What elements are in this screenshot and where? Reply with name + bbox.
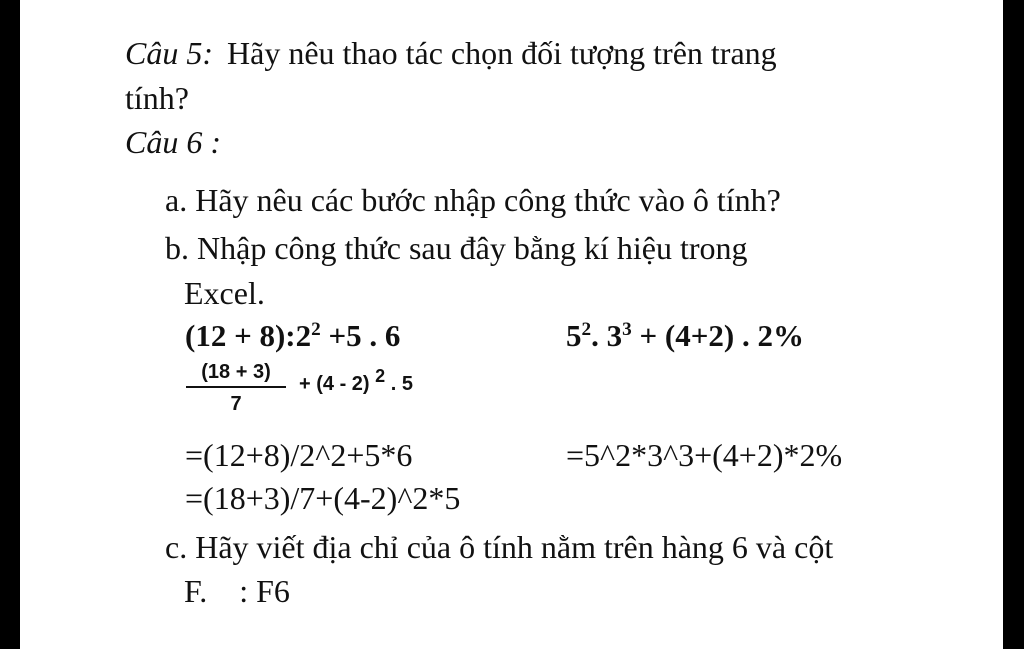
answer-3: =(18+3)/7+(4-2)^2*5: [185, 480, 461, 516]
formula-3-exponent: 2: [375, 365, 386, 386]
item-b-line2: Excel.: [184, 275, 265, 311]
question-6-label: Câu 6 :: [125, 124, 221, 160]
formula-2-mid: . 3: [591, 318, 623, 353]
formula-2-base: 5: [566, 318, 582, 353]
answer-2: =5^2*3^3+(4+2)*2%: [566, 437, 843, 473]
formula-3-bracket: + (4 - 2): [299, 373, 376, 395]
formula-2-rest: + (4+2) . 2%: [631, 318, 804, 353]
formula-3-tail: . 5: [385, 373, 413, 395]
item-b-line1: b. Nhập công thức sau đây bằng kí hiệu trong: [165, 230, 748, 266]
formula-1-base: (12 + 8):2: [185, 318, 312, 353]
question-5-text: Hãy nêu thao tác chọn đối tượng trên trang: [227, 35, 777, 71]
question-5-line2: tính?: [125, 80, 189, 116]
formula-3-rest: [299, 365, 413, 395]
fraction-denominator: 7: [230, 393, 242, 415]
item-a: a. Hãy nêu các bước nhập công thức vào ô tính?: [165, 182, 781, 218]
question-5-line1: [125, 37, 777, 69]
formula-1: [185, 320, 400, 351]
item-c-line2: F. : F6: [184, 573, 290, 609]
formula-3-fraction: [186, 361, 286, 416]
formula-2-exponent-1: 2: [581, 319, 592, 341]
item-c-line1: c. Hãy viết địa chỉ của ô tính nằm trên hàng 6 và cột: [165, 529, 834, 565]
answer-1: =(12+8)/2^2+5*6: [185, 437, 413, 473]
formula-2-exponent-2: 3: [622, 319, 632, 341]
formula-1-exponent: 2: [311, 319, 321, 341]
document-page: [20, 0, 1003, 649]
question-5-label: Câu 5:: [125, 35, 213, 71]
formula-1-rest: +5 . 6: [320, 318, 401, 353]
formula-2: [566, 320, 804, 351]
fraction-numerator: (18 + 3): [186, 361, 286, 388]
